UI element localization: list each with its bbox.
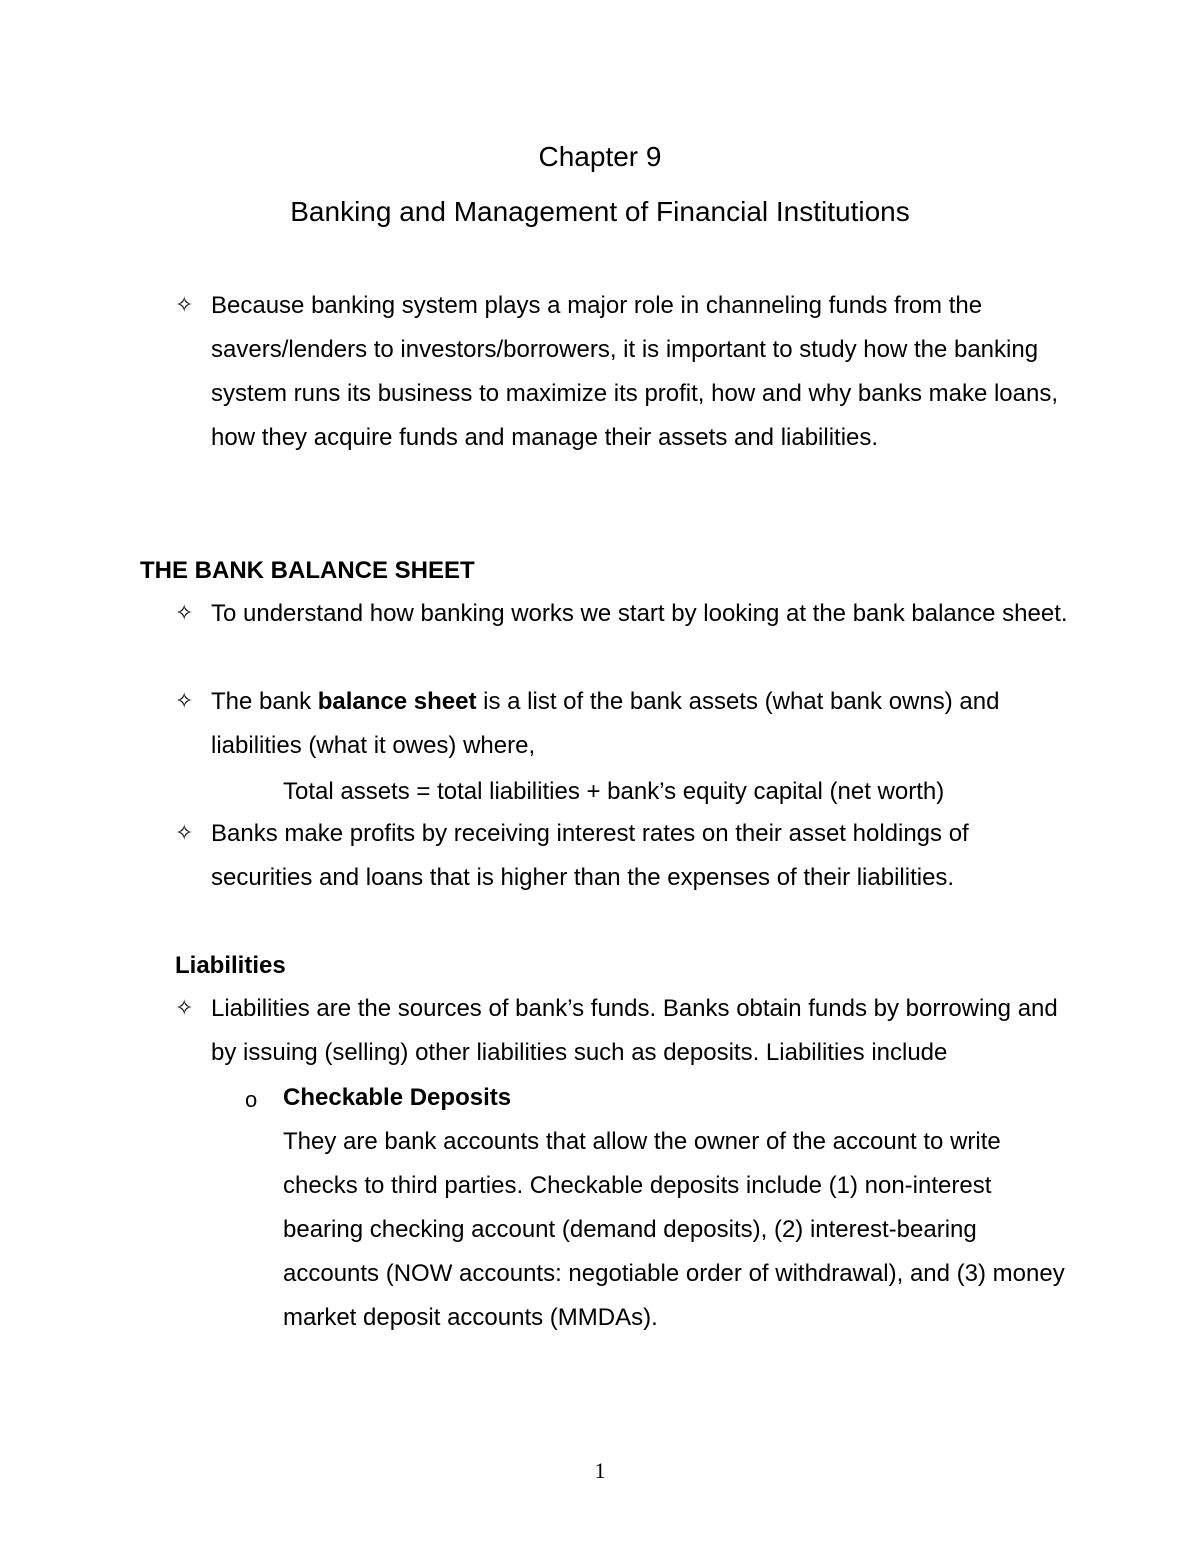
intro-bullet-text: Because banking system plays a major role in channeling funds from the savers/lenders to investors/borrowers, it is important to study how the banking system runs its business to maximize its profit, how and why banks make loans, how they acquire funds and manage their assets and liabilities. [211,292,1059,451]
checkable-deposits-item [245,1076,1075,1340]
bullet-2-tail: is a list of the bank assets (what bank owns) and liabilities (what it owes) where, [211,688,1000,759]
balance-sheet-bullet-2 [175,680,1075,768]
balance-sheet-bullet-2-text [211,680,1075,768]
page-number: 1 [594,1458,606,1483]
checkable-deposits-title: Checkable Deposits [283,1084,512,1111]
balance-sheet-bullet-3-text: Banks make profits by receiving interest rates on their asset holdings of securities and loans that is higher than the expenses of their liabilities. [211,820,969,891]
page-title: Banking and Management of Financial Institutions [290,196,910,227]
star-bullet-icon: ✧ [175,689,194,714]
bullet-2-lead: The bank [211,688,318,715]
liabilities-bullet [175,987,1075,1075]
balance-sheet-formula: Total assets = total liabilities + bank’s equity capital (net worth) [283,778,945,805]
balance-sheet-term: balance sheet [317,688,477,715]
balance-sheet-heading: THE BANK BALANCE SHEET [140,557,475,584]
balance-sheet-bullet-1 [175,592,1075,636]
star-bullet-icon: ✧ [175,821,194,846]
chapter-label: Chapter 9 [538,141,662,172]
star-bullet-icon: ✧ [175,293,194,318]
intro-bullet [175,284,1075,460]
balance-sheet-bullet-3 [175,812,1075,900]
circle-bullet-icon: o [245,1087,258,1112]
liabilities-bullet-text: Liabilities are the sources of bank’s funds. Banks obtain funds by borrowing and by issuing (selling) other liabilities such as deposits. Liabilities include [211,995,1058,1066]
balance-sheet-bullet-1-text: To understand how banking works we start by looking at the bank balance sheet. [211,600,1068,627]
checkable-deposits-text: They are bank accounts that allow the owner of the account to write checks to third parties. Checkable deposits include (1) non-interest bearing checking account (demand deposits), (2) interest-bearing accounts (NOW accounts: negotiable order of withdrawal), and (3) money market deposit accounts (MMDAs). [283,1128,1065,1331]
star-bullet-icon: ✧ [175,601,194,626]
liabilities-heading: Liabilities [175,952,286,979]
star-bullet-icon: ✧ [175,996,194,1021]
